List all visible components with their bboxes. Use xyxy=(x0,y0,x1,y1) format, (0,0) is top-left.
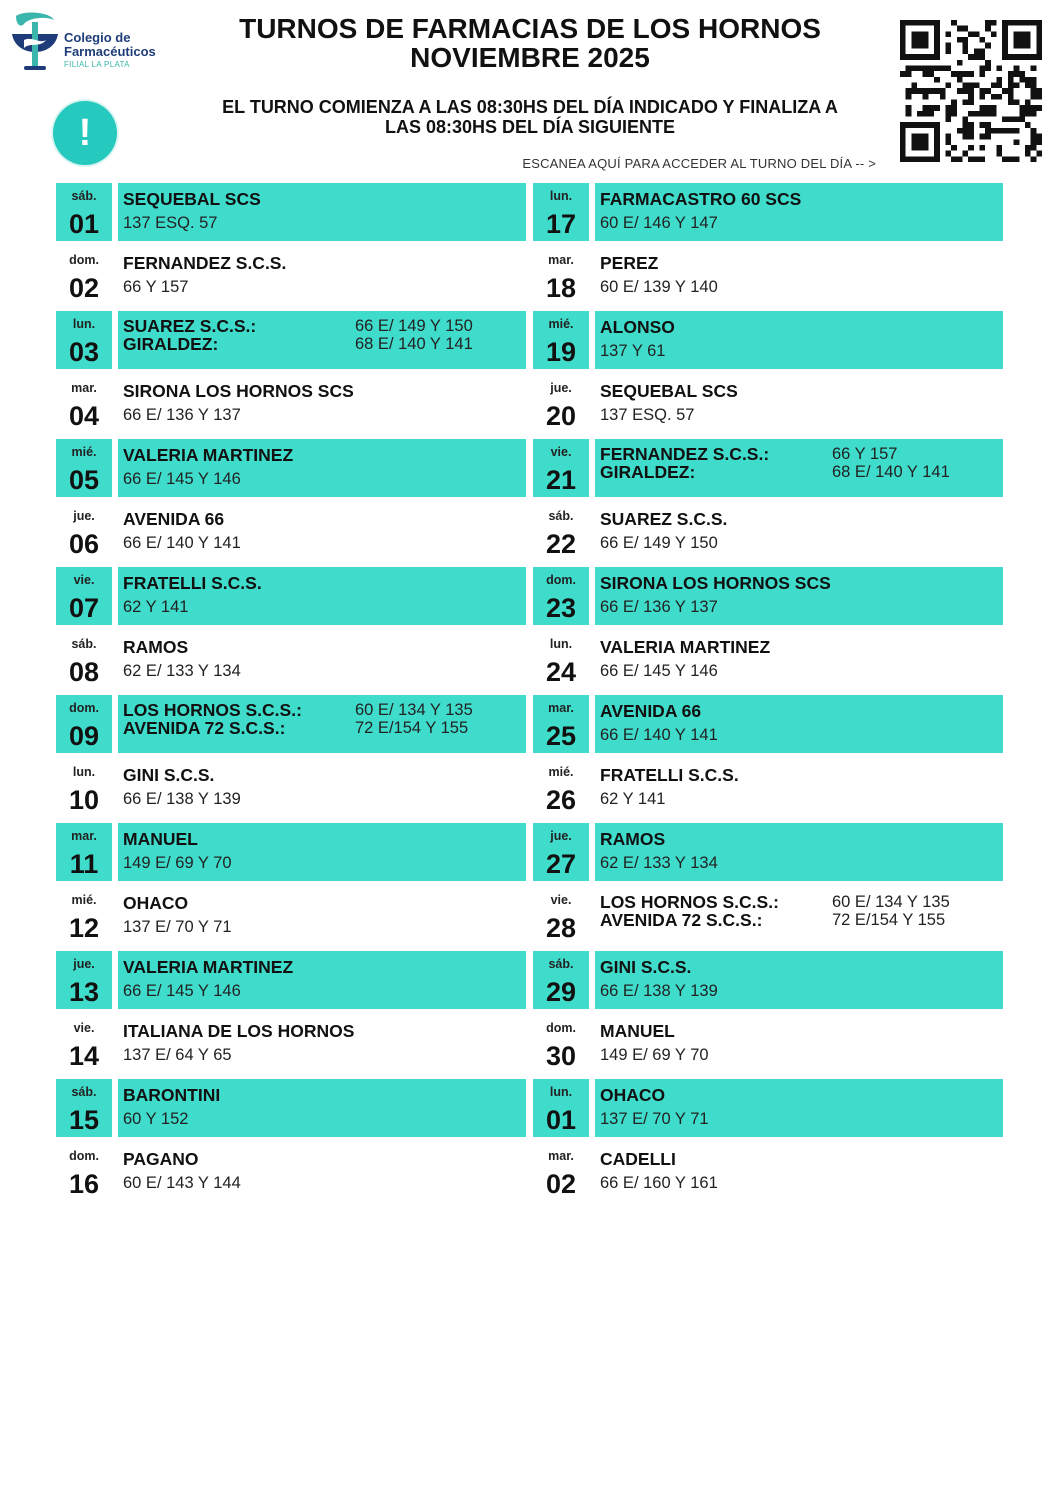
day-cell xyxy=(56,631,112,689)
day-of-week: sáb. xyxy=(71,189,97,203)
pharmacy-address: 66 E/ 145 Y 146 xyxy=(123,982,241,1000)
day-number: 20 xyxy=(545,401,577,431)
pharmacy-name: AVENIDA 66 xyxy=(600,701,702,721)
pharmacy-name: AVENIDA 66 xyxy=(123,509,225,529)
day-of-week: sáb. xyxy=(548,957,574,971)
pharmacy-name: RAMOS xyxy=(123,637,189,657)
day-cell xyxy=(56,183,112,241)
pharmacy-address: 60 E/ 134 Y 135 xyxy=(355,701,473,719)
day-of-week: dom. xyxy=(69,701,99,715)
pharmacy-name: PEREZ xyxy=(600,253,659,273)
pharmacy-address: 60 E/ 134 Y 135 xyxy=(832,893,950,911)
pharmacy-cell xyxy=(595,1143,1003,1201)
pharmacy-address: 66 E/ 138 Y 139 xyxy=(123,790,241,808)
pharmacy-address: 62 Y 141 xyxy=(600,790,666,808)
pharmacy-cell xyxy=(118,887,526,945)
day-of-week: mié. xyxy=(548,317,574,331)
day-cell xyxy=(56,311,112,369)
day-number: 12 xyxy=(68,913,100,943)
pharmacy-cell xyxy=(118,759,526,817)
pharmacy-address: 66 E/ 138 Y 139 xyxy=(600,982,718,1000)
day-cell xyxy=(56,503,112,561)
pharmacy-cell xyxy=(118,631,526,689)
pharmacy-cell xyxy=(118,1015,526,1073)
pharmacy-address: 60 E/ 146 Y 147 xyxy=(600,214,718,232)
pharmacy-cell xyxy=(118,1079,526,1137)
day-number: 05 xyxy=(68,465,100,495)
pharmacy-name: GINI S.C.S. xyxy=(123,765,215,785)
day-of-week: lun. xyxy=(72,317,96,331)
logo-line-3: FILIAL LA PLATA xyxy=(64,60,130,69)
pharmacy-cell xyxy=(118,375,526,433)
pharmacy-address: 62 E/ 133 Y 134 xyxy=(123,662,241,680)
pharmacy-cell xyxy=(118,567,526,625)
day-cell xyxy=(533,311,589,369)
day-cell xyxy=(533,631,589,689)
day-cell xyxy=(56,567,112,625)
day-of-week: vie. xyxy=(550,893,572,907)
day-of-week: vie. xyxy=(73,1021,95,1035)
pharmacy-name: LOS HORNOS S.C.S.: xyxy=(123,700,302,720)
pharmacy-address: 66 E/ 136 Y 137 xyxy=(600,598,718,616)
day-number: 24 xyxy=(545,657,577,687)
day-cell xyxy=(56,759,112,817)
day-cell xyxy=(533,695,589,753)
day-number: 08 xyxy=(68,657,100,687)
pharmacy-cell xyxy=(118,503,526,561)
pharmacy-name: PAGANO xyxy=(123,1149,199,1169)
notice-line-2: LAS 08:30HS DEL DÍA SIGUIENTE xyxy=(384,117,676,137)
pharmacy-name: SIRONA LOS HORNOS SCS xyxy=(123,381,354,401)
day-cell xyxy=(56,1143,112,1201)
day-of-week: jue. xyxy=(73,509,95,523)
pharmacy-address: 66 E/ 149 Y 150 xyxy=(600,534,718,552)
day-of-week: dom. xyxy=(546,1021,576,1035)
day-cell xyxy=(533,567,589,625)
pharmacy-cell xyxy=(118,1143,526,1201)
pharmacy-name: AVENIDA 72 S.C.S.: xyxy=(600,910,763,930)
pharmacy-name: SEQUEBAL SCS xyxy=(600,381,738,401)
day-cell xyxy=(533,183,589,241)
day-of-week: sáb. xyxy=(548,509,574,523)
day-number: 07 xyxy=(68,593,100,623)
day-cell xyxy=(56,695,112,753)
day-of-week: mar. xyxy=(548,253,574,267)
pharmacy-cell xyxy=(118,183,526,241)
pharmacy-name: BARONTINI xyxy=(123,1085,221,1105)
day-of-week: lun. xyxy=(549,1085,573,1099)
pharmacy-address: 62 Y 141 xyxy=(123,598,189,616)
day-cell xyxy=(533,503,589,561)
pharmacy-address: 66 E/ 149 Y 150 xyxy=(355,317,473,335)
day-number: 17 xyxy=(545,209,577,239)
pharmacy-name: SEQUEBAL SCS xyxy=(123,189,261,209)
pharmacy-address: 60 Y 152 xyxy=(123,1110,189,1128)
day-of-week: mar. xyxy=(548,1149,574,1163)
day-number: 25 xyxy=(545,721,577,751)
pharmacy-cell xyxy=(118,311,526,369)
page-subtitle: NOVIEMBRE 2025 xyxy=(410,42,650,73)
pharmacy-cell xyxy=(595,759,1003,817)
day-cell xyxy=(533,1143,589,1201)
pharmacy-cell xyxy=(118,951,526,1009)
day-number: 01 xyxy=(545,1105,577,1135)
pharmacy-cell xyxy=(595,631,1003,689)
pharmacy-address: 62 E/ 133 Y 134 xyxy=(600,854,718,872)
pharmacy-name: OHACO xyxy=(600,1085,666,1105)
pharmacy-name: RAMOS xyxy=(600,829,666,849)
pharmacy-address: 137 Y 61 xyxy=(600,342,666,360)
pharmacy-address: 66 E/ 160 Y 161 xyxy=(600,1174,718,1192)
day-of-week: mié. xyxy=(71,893,97,907)
day-number: 10 xyxy=(68,785,100,815)
day-number: 23 xyxy=(545,593,577,623)
notice-line-1: EL TURNO COMIENZA A LAS 08:30HS DEL DÍA INDICADO Y FINALIZA A xyxy=(222,97,838,117)
day-number: 02 xyxy=(68,273,100,303)
pharmacy-address: 68 E/ 140 Y 141 xyxy=(832,463,950,481)
day-of-week: jue. xyxy=(550,381,572,395)
day-number: 04 xyxy=(68,401,100,431)
day-number: 11 xyxy=(69,849,99,879)
pharmacy-name: OHACO xyxy=(123,893,189,913)
day-of-week: vie. xyxy=(73,573,95,587)
day-of-week: jue. xyxy=(73,957,95,971)
day-cell xyxy=(533,375,589,433)
day-cell xyxy=(56,375,112,433)
pharmacy-cell xyxy=(595,951,1003,1009)
pharmacy-address: 66 E/ 140 Y 141 xyxy=(123,534,241,552)
day-number: 06 xyxy=(68,529,100,559)
pharmacy-name: FERNANDEZ S.C.S.: xyxy=(600,444,770,464)
pharmacy-address: 149 E/ 69 Y 70 xyxy=(123,854,232,872)
pharmacy-address: 66 E/ 136 Y 137 xyxy=(123,406,241,424)
day-of-week: mar. xyxy=(71,829,97,843)
day-number: 30 xyxy=(545,1041,577,1071)
day-of-week: jue. xyxy=(550,829,572,843)
day-number: 22 xyxy=(545,529,577,559)
pharmacy-address: 66 Y 157 xyxy=(832,445,898,463)
day-of-week: dom. xyxy=(69,253,99,267)
day-of-week: lun. xyxy=(549,637,573,651)
qr-code-icon[interactable] xyxy=(900,20,1042,162)
pharmacy-cell xyxy=(595,887,1003,945)
pharmacy-address: 66 E/ 145 Y 146 xyxy=(123,470,241,488)
day-number: 28 xyxy=(545,913,577,943)
logo-line-2: Farmacéuticos xyxy=(64,44,156,59)
day-of-week: sáb. xyxy=(71,1085,97,1099)
pharmacy-name: LOS HORNOS S.C.S.: xyxy=(600,892,779,912)
pharmacy-cell xyxy=(595,375,1003,433)
pharmacy-cell xyxy=(595,247,1003,305)
pharmacy-address: 137 ESQ. 57 xyxy=(123,214,218,232)
pharmacy-name: GINI S.C.S. xyxy=(600,957,692,977)
day-cell xyxy=(56,951,112,1009)
day-of-week: mar. xyxy=(71,381,97,395)
pharmacy-name: FARMACASTRO 60 SCS xyxy=(600,189,802,209)
alert-symbol: ! xyxy=(78,112,92,154)
pharmacy-name: MANUEL xyxy=(600,1021,675,1041)
day-of-week: mié. xyxy=(71,445,97,459)
pharmacy-address: 137 ESQ. 57 xyxy=(600,406,695,424)
day-number: 14 xyxy=(68,1041,100,1071)
alert-icon xyxy=(53,101,117,165)
pharmacy-cell xyxy=(595,567,1003,625)
pharmacy-cell xyxy=(118,823,526,881)
day-number: 26 xyxy=(545,785,577,815)
colegio-logo xyxy=(10,12,170,72)
pharmacy-address: 149 E/ 69 Y 70 xyxy=(600,1046,709,1064)
day-cell xyxy=(56,1015,112,1073)
pharmacy-name: MANUEL xyxy=(123,829,198,849)
pharmacy-address: 68 E/ 140 Y 141 xyxy=(355,335,473,353)
page-title: TURNOS DE FARMACIAS DE LOS HORNOS xyxy=(239,13,821,44)
pharmacy-cell xyxy=(595,695,1003,753)
pharmacy-name: FRATELLI S.C.S. xyxy=(123,573,262,593)
pharmacy-cell xyxy=(118,695,526,753)
day-number: 29 xyxy=(545,977,577,1007)
pharmacy-name: CADELLI xyxy=(600,1149,676,1169)
pharmacy-name: SIRONA LOS HORNOS SCS xyxy=(600,573,831,593)
pharmacy-address: 66 Y 157 xyxy=(123,278,189,296)
pharmacy-address: 66 E/ 140 Y 141 xyxy=(600,726,718,744)
pharmacy-cell xyxy=(595,439,1003,497)
day-cell xyxy=(56,823,112,881)
day-cell xyxy=(533,247,589,305)
day-number: 21 xyxy=(545,465,577,495)
pharmacy-name: AVENIDA 72 S.C.S.: xyxy=(123,718,286,738)
day-number: 02 xyxy=(545,1169,577,1199)
day-cell xyxy=(56,247,112,305)
day-of-week: dom. xyxy=(69,1149,99,1163)
day-cell xyxy=(533,1015,589,1073)
day-cell xyxy=(533,439,589,497)
pharmacy-name: GIRALDEZ: xyxy=(600,462,696,482)
day-cell xyxy=(533,887,589,945)
pharmacy-cell xyxy=(118,439,526,497)
pharmacy-cell xyxy=(595,823,1003,881)
pharmacy-address: 72 E/154 Y 155 xyxy=(355,719,469,737)
day-of-week: dom. xyxy=(546,573,576,587)
day-number: 15 xyxy=(68,1105,100,1135)
day-number: 13 xyxy=(68,977,100,1007)
day-cell xyxy=(533,823,589,881)
day-cell xyxy=(533,759,589,817)
day-of-week: lun. xyxy=(549,189,573,203)
pharmacy-cell xyxy=(595,1079,1003,1137)
logo-line-1: Colegio de xyxy=(64,30,131,45)
day-of-week: vie. xyxy=(550,445,572,459)
day-number: 16 xyxy=(68,1169,100,1199)
scan-instruction: ESCANEA AQUÍ PARA ACCEDER AL TURNO DEL DÍA -- > xyxy=(522,156,876,171)
day-of-week: mié. xyxy=(548,765,574,779)
day-of-week: sáb. xyxy=(71,637,97,651)
pharmacy-cell xyxy=(595,1015,1003,1073)
day-cell xyxy=(56,439,112,497)
pharmacy-cell xyxy=(595,183,1003,241)
pharmacy-cell xyxy=(595,503,1003,561)
pharmacy-name: FERNANDEZ S.C.S. xyxy=(123,253,287,273)
day-number: 01 xyxy=(68,209,100,239)
pharmacy-name: VALERIA MARTINEZ xyxy=(123,957,294,977)
pharmacy-cell xyxy=(118,247,526,305)
pharmacy-address: 137 E/ 70 Y 71 xyxy=(123,918,232,936)
pharmacy-address: 137 E/ 64 Y 65 xyxy=(123,1046,232,1064)
day-cell xyxy=(56,1079,112,1137)
pharmacy-address: 72 E/154 Y 155 xyxy=(832,911,946,929)
pharmacy-name: ALONSO xyxy=(600,317,675,337)
day-number: 09 xyxy=(68,721,100,751)
pharmacy-address: 137 E/ 70 Y 71 xyxy=(600,1110,709,1128)
caduceus-icon xyxy=(10,12,60,72)
pharmacy-cell xyxy=(595,311,1003,369)
day-number: 03 xyxy=(68,337,100,367)
day-cell xyxy=(56,887,112,945)
pharmacy-name: GIRALDEZ: xyxy=(123,334,219,354)
pharmacy-name: FRATELLI S.C.S. xyxy=(600,765,739,785)
day-of-week: mar. xyxy=(548,701,574,715)
day-number: 27 xyxy=(545,849,577,879)
day-of-week: lun. xyxy=(72,765,96,779)
day-cell xyxy=(533,951,589,1009)
pharmacy-address: 66 E/ 145 Y 146 xyxy=(600,662,718,680)
day-number: 18 xyxy=(545,273,577,303)
pharmacy-name: VALERIA MARTINEZ xyxy=(123,445,294,465)
pharmacy-address: 60 E/ 139 Y 140 xyxy=(600,278,718,296)
day-cell xyxy=(533,1079,589,1137)
pharmacy-address: 60 E/ 143 Y 144 xyxy=(123,1174,241,1192)
pharmacy-name: VALERIA MARTINEZ xyxy=(600,637,771,657)
day-number: 19 xyxy=(545,337,577,367)
pharmacy-name: SUAREZ S.C.S.: xyxy=(123,316,257,336)
pharmacy-name: ITALIANA DE LOS HORNOS xyxy=(123,1021,355,1041)
pharmacy-name: SUAREZ S.C.S. xyxy=(600,509,728,529)
